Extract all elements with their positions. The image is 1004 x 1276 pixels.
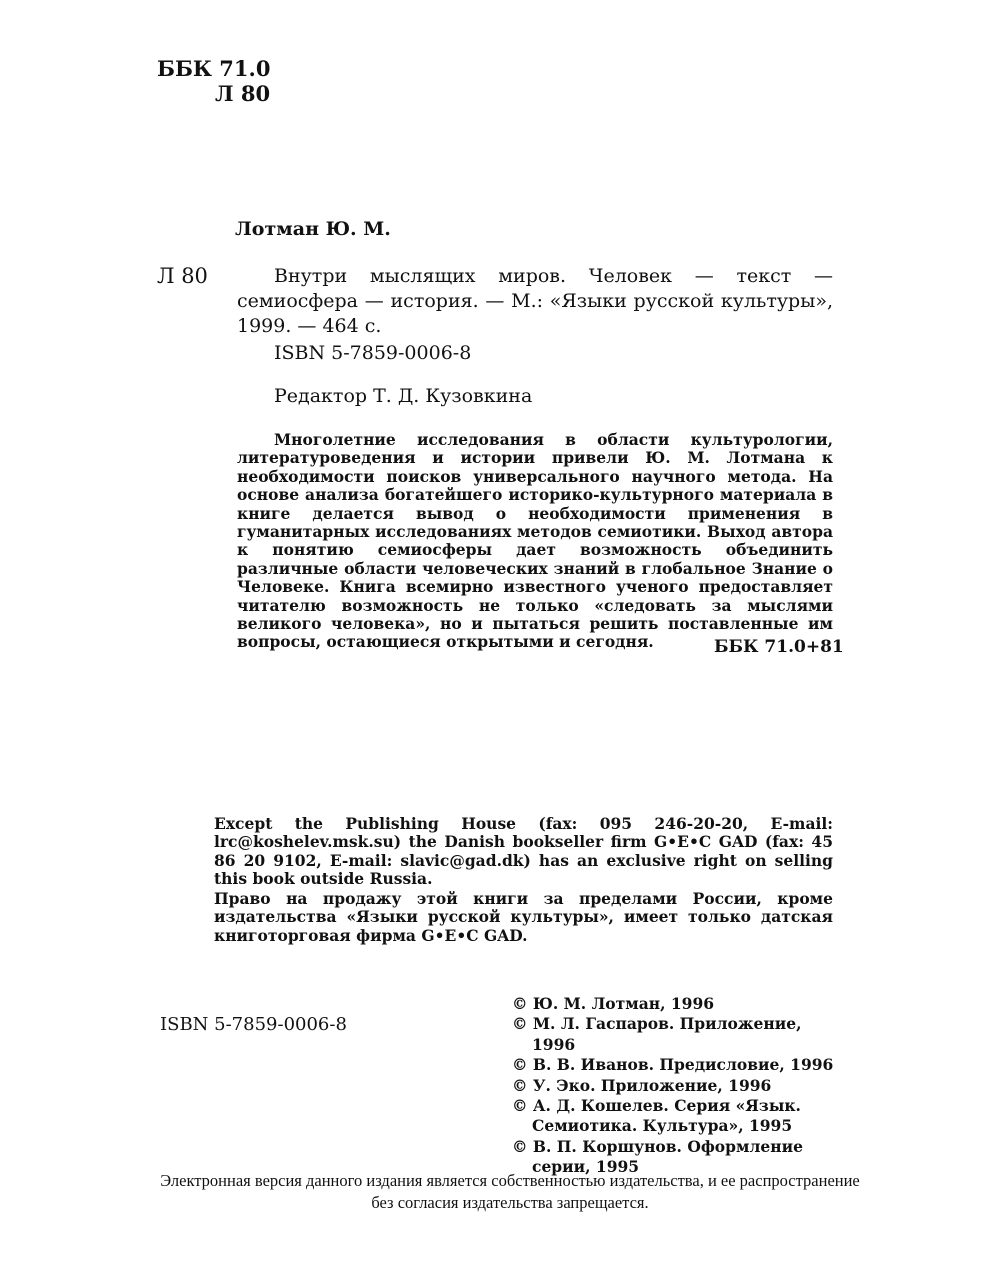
copyright-item: © Ю. М. Лотман, 1996 xyxy=(512,994,715,1013)
isbn-main: ISBN 5-7859-0006-8 xyxy=(274,342,472,364)
author-mark: Л 80 xyxy=(215,81,271,106)
isbn-bottom: ISBN 5-7859-0006-8 xyxy=(160,1014,347,1035)
copyright-item: © М. Л. Гаспаров. Приложение, 1996 xyxy=(512,1014,802,1054)
author-name: Лотман Ю. М. xyxy=(235,218,391,240)
call-number: Л 80 xyxy=(157,264,208,288)
copyright-item: © У. Эко. Приложение, 1996 xyxy=(512,1075,772,1095)
abstract-paragraph: Многолетние исследования в области культурологии, литературоведения и истории привели Ю. М. Лотмана к необходимости поисков универсального научного метода. На основе анализа богатейшего историко-культурного материала в книге делается вывод о необходимости применения в гуманитарных исследованиях методов семиотики. Выход автора к понятию семиосферы дает возможность объединить различные области человеческих знаний в глобальное Знание о Человеке. Книга всемирно известного ученого предоставляет читателю возможность не только «следовать за мыслями великого человека», но и пытаться решить поставленные им вопросы, остающиеся открытыми и сегодня. xyxy=(237,430,833,652)
bbk-code-bottom: ББК 71.0+81 xyxy=(714,637,844,657)
copyright-list xyxy=(512,994,842,1178)
copyright-item: © В. В. Иванов. Предисловие, 1996 xyxy=(512,1055,834,1075)
bibliographic-entry: Внутри мыслящих миров. Человек — текст — семиосфера — история. — М.: «Языки русской культуры», 1999. — 464 с. xyxy=(237,265,833,337)
bbk-classification-header xyxy=(157,56,270,106)
bbk-code: ББК 71.0 xyxy=(157,56,271,81)
editor-line: Редактор Т. Д. Кузовкина xyxy=(274,385,533,407)
electronic-version-notice: Электронная версия данного издания является собственностью издательства, и ее распространение без согласия издательства запрещается. xyxy=(160,1171,860,1212)
copyright-item: © В. П. Коршунов. Оформление серии, 1995 xyxy=(512,1136,803,1177)
copyright-item: © А. Д. Кошелев. Серия «Язык. Семиотика. Культура», 1995 xyxy=(512,1096,801,1136)
rights-notice-english: Except the Publishing House (fax: 095 246-20-20, E-mail: lrc@koshelev.msk.su) the Danish bookseller firm G•E•C GAD (fax: 45 86 20 9102, E-mail: slavic@gad.dk) has an exclusive right on selling this book outside Russia. xyxy=(214,814,833,889)
rights-notice-russian: Право на продажу этой книги за пределами России, кроме издательства «Языки русской культуры», имеет только датская книготорговая фирма G•E•C GAD. xyxy=(214,889,833,945)
